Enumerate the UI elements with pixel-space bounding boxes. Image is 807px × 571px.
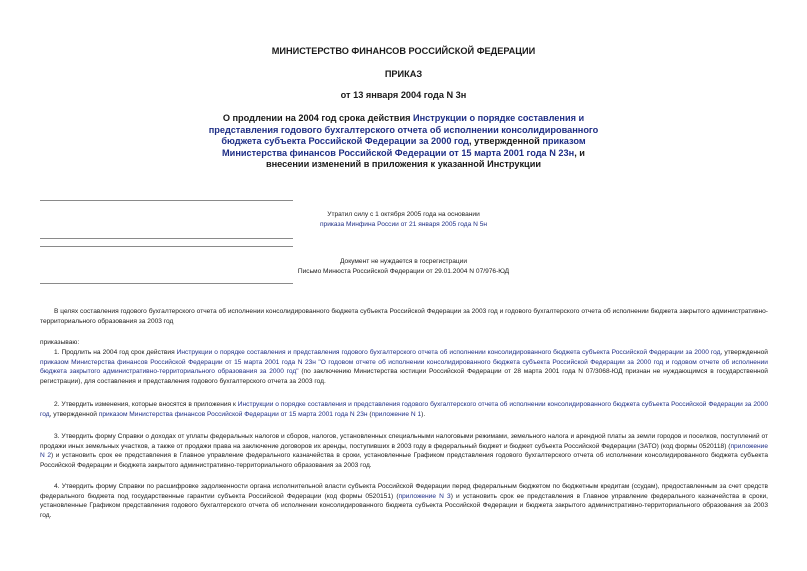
item-4-text-1: 4. Утвердить форму Справки по расшифровке задолженности органа исполнительной власти субъекта Российской Федерации перед федеральным бюджетом по бюджетным кредитам (ссудам), предоставленным за счет средств федерального бюджета под государственные гарантии субъекта Российской Федерации (код формы 0520151) ( [40, 483, 768, 500]
item-1-instruction-link[interactable]: Инструкции о порядке составления и представления годового бухгалтерского отчета об исполнении консолидированного бюджета субъекта Российской Федерации за 2000 год [176, 349, 721, 356]
divider-line [40, 200, 293, 201]
divider-line [40, 246, 293, 247]
item-2-order-link[interactable]: приказом Министерства финансов Российской Федерации от 15 марта 2001 года N 23н [98, 410, 368, 418]
divider-line [40, 238, 293, 239]
item-2-text-4: ). [421, 410, 426, 418]
item-1-text-2: , утвержденной [720, 349, 768, 356]
item-4-paragraph [40, 482, 768, 520]
status-note-text: Утратил силу с 1 октября 2005 года на основании [327, 211, 480, 218]
item-2-paragraph [40, 400, 768, 419]
registration-note-line-2: Письмо Минюста Российской Федерации от 29.01.2004 N 07/976-ЮД [297, 268, 510, 275]
item-3-text-1: 3. Утвердить форму Справки о доходах от уплаты федеральных налогов и сборов, налогов, установленных специальными налоговыми режимами, земельного налога и арендной платы за земли городов и поселков, поступлений от продажи иных земельных участков, а также от продажи права на заключение договоров их аренды, поступивших в 2003 году в федеральный бюджет и бюджет субъекта Российской Федерации (ЗАТО) (код формы 0520118) ( [40, 433, 768, 450]
title-text-3: , и внесении изменений в приложения к указанной Инструкции [265, 147, 585, 170]
document-type-heading: ПРИКАЗ [384, 69, 423, 79]
item-4-appendix-link[interactable]: приложение N 3 [398, 492, 451, 500]
registration-note [200, 257, 607, 277]
item-2-text-1: 2. Утвердить изменения, которые вносятся в приложения к [54, 401, 238, 408]
item-4-text-2: ) и установить срок ее представления в Главное управление федерального казначейства в сроки, установленные Графиком представления годового бухгалтерского отчета об исполнении консолидированного бюджета субъекта Российской Федерации и бюджета закрытого административно-территориального образования за 2003 год. [40, 492, 768, 519]
title-text-2: , утвержденной [469, 136, 543, 147]
title-instruction-link[interactable]: Инструкции о порядке составления и представления годового бухгалтерского отчета об исполнении консолидированного бюджета субъекта Российской Федерации за 2000 год [208, 113, 599, 147]
document-date-number: от 13 января 2004 года N 3н [340, 90, 467, 100]
item-1-text-3: (по заключению Министерства юстиции Российской Федерации от 28 марта 2001 года N 07/3068-ЮД признан не нуждающимся в государственной регистрации), для составления и представления годового бухгалтерского отчета за 2003 год. [40, 368, 768, 385]
item-2-text-3: ( [367, 410, 372, 418]
title-text-1: О продлении на 2004 год срока действия [222, 113, 414, 123]
item-1-text-1: 1. Продлить на 2004 год срок действия [54, 349, 177, 356]
document-title [200, 113, 607, 171]
title-order-link[interactable]: приказом Министерства финансов Российской Федерации от 15 марта 2001 года N 23н [222, 136, 586, 158]
item-1-order-link[interactable]: приказом Министерства финансов Российской Федерации от 15 марта 2001 года N 23н "О годовом отчете об исполнении консолидированного бюджета субъекта Российской Федерации за 2000 год и годовом отчете об исполнении бюджета закрытого административно-территориального образования за 2000 год" [40, 358, 768, 376]
item-2-text-2: , утвержденной [49, 410, 99, 418]
preamble-paragraph: В целях составления годового бухгалтерского отчета об исполнении консолидированного бюджета субъекта Российской Федерации за 2003 год и годового бухгалтерского отчета об исполнении бюджета закрытого административно-территориального образования за 2003 год [40, 308, 768, 325]
order-word: приказываю: [40, 339, 80, 346]
divider-line [40, 283, 293, 284]
item-3-paragraph [40, 432, 768, 470]
item-3-appendix-link[interactable]: приложение N 2 [40, 442, 768, 460]
repeal-order-link[interactable]: приказа Минфина России от 21 января 2005 года N 5н [319, 221, 488, 228]
item-2-instruction-link[interactable]: Инструкции о порядке составления и представления годового бухгалтерского отчета об исполнении консолидированного бюджета субъекта Российской Федерации за 2000 год [40, 401, 768, 418]
item-3-text-2: ) и установить срок ее представления в Главное управление федерального казначейства в сроки, установленные Графиком представления годового бухгалтерского отчета об исполнении консолидированного бюджета субъекта Российской Федерации и бюджета закрытого административно-территориального образования за 2003 год. [40, 452, 768, 469]
ministry-heading: МИНИСТЕРСТВО ФИНАНСОВ РОССИЙСКОЙ ФЕДЕРАЦИИ [271, 46, 536, 56]
status-note [200, 210, 607, 230]
registration-note-line-1: Документ не нуждается в госрегистрации [339, 258, 468, 265]
item-2-appendix-link[interactable]: приложение N 1 [371, 410, 422, 418]
item-1-paragraph [40, 348, 768, 386]
